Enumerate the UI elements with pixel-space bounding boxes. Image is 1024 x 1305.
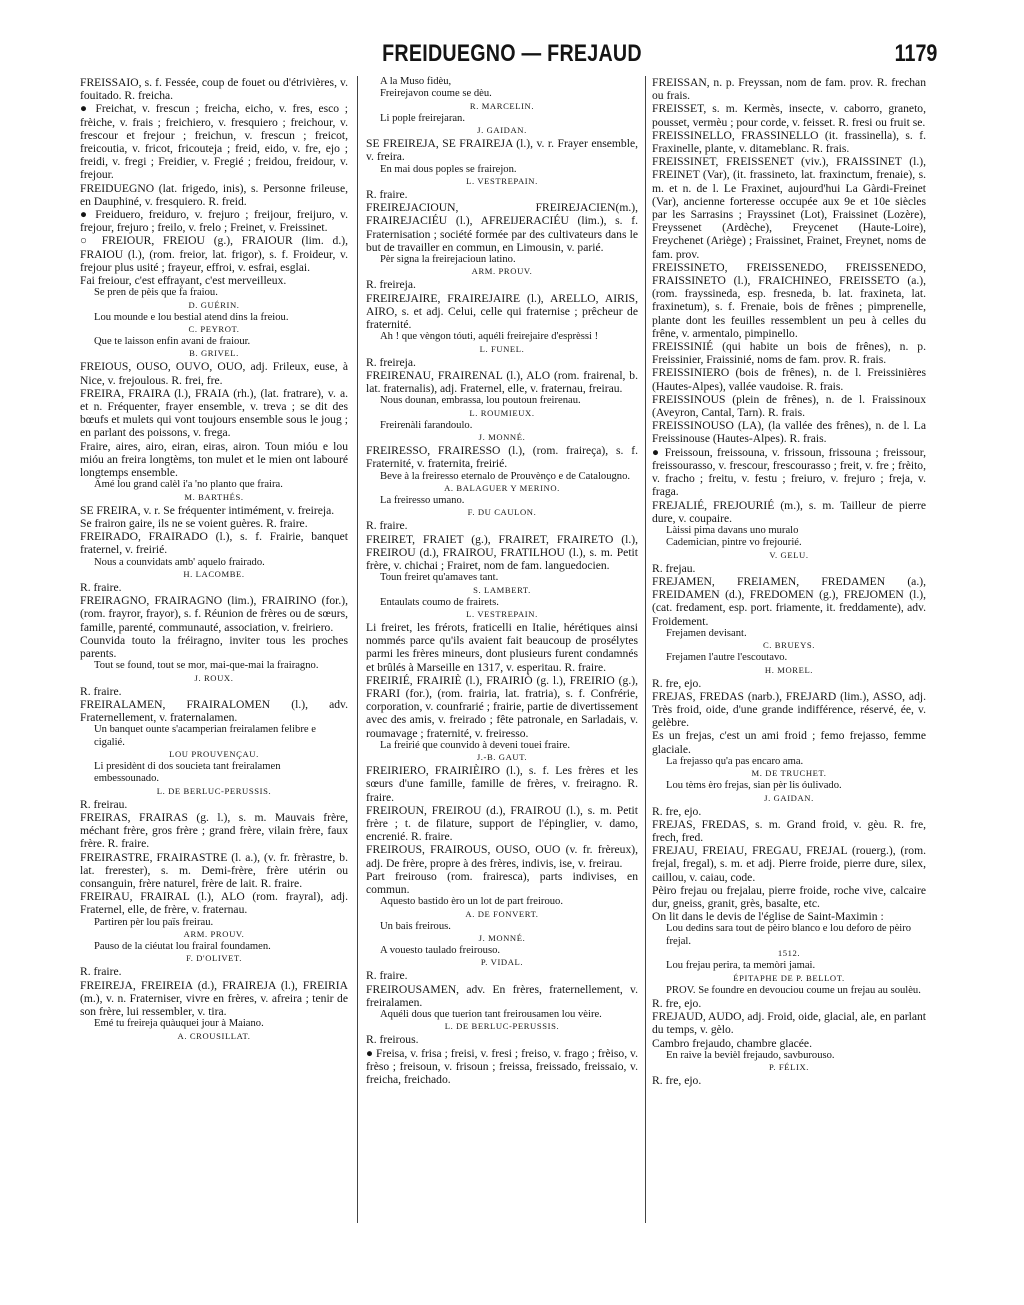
dictionary-entry: R. freireja. xyxy=(366,278,416,292)
verse-quote: Lou tèms èro frejas, sian pèr lis óulivado. xyxy=(666,780,842,792)
verse-quote: PROV. Se foundre en devouciou coume un frejau au soulèu. xyxy=(666,984,921,996)
verse-quote: Se pren de pèis que fa fraiou. xyxy=(94,287,218,299)
verse-quote: Nous a counvidats amb' aquelo frairado. xyxy=(94,556,265,568)
dictionary-column-2 xyxy=(366,76,638,1223)
verse-quote: Nous dounan, embrassa, lou poutoun freirenau. xyxy=(380,395,581,407)
dictionary-entry: FREIREJACIOUN, FREIREJACIEN(m.), FRAIREJACIÉU (l.), AFREIJERACIÉU (lim.), s. f. Fraternisation ; société formée par des cultivateurs dans le but de travailler en commun, en Limousin, v. parié. xyxy=(366,201,638,254)
dictionary-entry: FREISSINET, FREISSENET (viv.), FRAISSINET (l.), FREINET (Var), (it. frassineto, lat. fraxinctum, frenaie), s. m. et n. de l. Le Fraxinet, aujourd'hui La Gàrdi-Freinet (Var), ancienne forteresse occupée aux 9e et 10e siècles par les Sarrasins ; Frayssinet (Lot), Fraissinet (Lozère), Freyssenet (Ardèche), Freycenet (Haute-Loire), Freychenet (Ariège) ; Fraissinet, Frainet, Freynet, noms de fam. prov. xyxy=(652,155,926,261)
dictionary-entry: FREIRAGNO, FRAIRAGNO (lim.), FRAIRINO (for.), (rom. frayror, frayor), s. f. Réunion de frères ou de sœurs, famille, parenté, communauté, association, v. freiriero. xyxy=(80,594,348,634)
verse-quote: A vouesto taulado freirouso. xyxy=(380,945,501,957)
verse-quote: Entaulats coumo de frairets. xyxy=(380,596,499,608)
dictionary-entry: SE FREIREJA, SE FRAIREJA (l.), v. r. Frayer ensemble, v. freira. xyxy=(366,137,638,164)
quote-attribution: H. LACOMBE. xyxy=(183,568,245,579)
verse-quote: Un banquet ounte s'acamperian freiralamen felibre e cigalié. xyxy=(94,724,316,748)
dictionary-entry: FREIRADO, FRAIRADO (l.), s. f. Frairie, banquet fraternel, v. freirié. xyxy=(80,530,348,557)
dictionary-entry: Counvida touto la fréiragno, inviter tous les proches parents. xyxy=(80,633,348,660)
dictionary-entry: FREIRENAU, FRAIRENAL (l.), ALO (rom. frairenal, b. lat. fraternalis), adj. Fraternel, elle, v. fraternau, freirau. xyxy=(366,368,638,396)
verse-quote: Partiren pèr lou païs freirau. xyxy=(94,916,214,928)
quote-attribution: J. GAIDAN. xyxy=(477,125,527,136)
dictionary-entry: Se frairon gaire, ils ne se voient guères. R. fraire. xyxy=(80,516,308,530)
dictionary-entry: FREISSINIÉ (qui habite un bois de frênes), n. p. Freissinier, Fraissinié, noms de fam. prov. R. frais. xyxy=(652,340,926,367)
quote-attribution: LOU PROUVENÇAU. xyxy=(169,748,259,759)
dictionary-column-1 xyxy=(80,76,348,1223)
verse-quote: Aquéli dous que tuerion tant freirousamen lou vèire. xyxy=(380,1009,602,1021)
quote-attribution: A. BALAGUER Y MERINO. xyxy=(444,482,560,493)
dictionary-entry: R. fraire. xyxy=(366,969,408,983)
verse-quote: A la Muso fidèu, xyxy=(380,76,452,87)
quote-attribution: ARM. PROUV. xyxy=(183,929,245,940)
dictionary-entry: FREIROUS, FRAIROUS, OUSO, OUO (v. fr. frèreux), adj. De frère, propre à des frères, indivis, ise, v. freirau. xyxy=(366,843,638,870)
quote-attribution: J.-B. GAUT. xyxy=(476,752,528,763)
page-header xyxy=(0,40,1024,80)
quote-attribution: C. BRUEYS. xyxy=(762,640,816,651)
dictionary-entry: R. fre, ejo. xyxy=(652,1074,702,1088)
quote-attribution: D. GUÉRIN. xyxy=(188,299,240,310)
quote-attribution: L. VESTREPAIN. xyxy=(466,176,538,187)
dictionary-entry: SE FREIRA, v. r. Se fréquenter intimément, v. freireja. xyxy=(80,503,335,517)
dictionary-entry: On lit dans le devis de l'église de Saint-Maximin : xyxy=(652,910,884,924)
dictionary-entry: FREJAMEN, FREIAMEN, FREDAMEN (a.), FREIDAMEN (d.), FREDOMEN (g.), FREJOMEN (l.), (cat. fredament, esp. port. friamente, it. freddamente), adv. Froidement. xyxy=(652,574,926,628)
dictionary-entry: FREIRA, FRAIRA (l.), FRAIA (rh.), (lat. fratrare), v. a. et n. Fréquenter, frayer ensemble, v. treva ; se dit des bœufs et mulets qui vont toujours ensemble sous le joug ; en parlant des poissons, v. frega. xyxy=(80,386,348,440)
dictionary-entry: R. fre, ejo. xyxy=(652,676,702,690)
dictionary-entry: FREIOUS, OUSO, OUVO, OUO, adj. Frileux, euse, à Nice, v. frejoulous. R. frei, fre. xyxy=(80,360,348,387)
quote-attribution: J. MONNÉ. xyxy=(478,432,526,443)
verse-quote: Li presidènt di dos soucieta tant freiralamen embessounado. xyxy=(94,760,281,785)
quote-attribution: A. DE FONVERT. xyxy=(465,908,539,919)
column-divider xyxy=(645,76,646,1223)
dictionary-entry: R. fre, ejo. xyxy=(652,997,702,1011)
dictionary-entry: R. fraire. xyxy=(366,188,408,202)
verse-quote: Lou mounde e lou bestial atend dins la freiou. xyxy=(94,311,289,323)
quote-attribution: L. FUNEL. xyxy=(479,343,525,354)
quote-attribution: F. D'OLIVET. xyxy=(186,953,242,964)
quote-attribution: L. ROUMIEUX. xyxy=(469,407,535,418)
verse-quote: La freiresso umano. xyxy=(380,494,465,506)
verse-quote: Pèr signa la freirejacioun latino. xyxy=(380,254,516,266)
dictionary-entry: ○ FREIOUR, FREIOU (g.), FRAIOUR (lim. d.), FRAIOU (l.), (rom. freior, lat. frigor), s. f. Froideur, v. frejour plus usité ; frayeur, effroi, v. esfrai, esglai. xyxy=(80,234,348,274)
column-divider xyxy=(357,76,358,1223)
quote-attribution: F. DU CAULON. xyxy=(467,507,537,518)
dictionary-entry: FREJALIÉ, FREJOURIÉ (m.), s. m. Tailleur de pierre dure, v. coupaire. xyxy=(652,498,926,525)
dictionary-entry: Es un frejas, c'est un ami froid ; femo frejasso, femme glaciale. xyxy=(652,729,926,756)
verse-quote: Ah ! que vèngon tóuti, aquéli freirejaire d'esprèssi ! xyxy=(380,331,599,343)
dictionary-entry: ● Freisa, v. frisa ; freisi, v. fresi ; freiso, v. frago ; frèiso, v. frèso ; freisoun, v. frisoun ; freissa, freissado, freissaio, v. freicha, freichado. xyxy=(366,1046,638,1087)
dictionary-entry: FREJAU, FREIAU, FREGAU, FREJAL (rouerg.), (rom. frejal, fregal), s. m. et adj. Pierre froide, pierre dure, silex, caillou, v. caiau, code. xyxy=(652,844,926,884)
verse-quote: Que te laisson enfin avani de fraiour. xyxy=(94,336,251,348)
quote-attribution: M. DE TRUCHET. xyxy=(751,768,827,779)
verse-quote: En raive la bevièl frejaudo, savburouso. xyxy=(666,1049,835,1061)
dictionary-entry: FREISSAIO, s. f. Fessée, coup de fouet ou d'étrivières, v. fouitado. R. freicha. xyxy=(80,76,348,103)
page-title: FREIDUEGNO — FREJAUD xyxy=(382,40,642,67)
dictionary-entry: FREISSINETO, FREISSENEDO, FREISSENEDO, FRAISSINETO (l.), FRAICHINEO, FREISSETO (a.), (rom. frayssineda, esp. fresneda, b. lat. fraxineta, lat. fraxinetum), s. f. Frenaie, bois de frênes ; pimprenelle, plante dont les feuilles ressemblent un peu à celles du frêne, v. armentalo, pimpinello. xyxy=(652,260,926,340)
verse-quote: Frejamen l'autre l'escoutavo. xyxy=(666,652,788,664)
verse-quote: Lou frejau perira, ta memòri jamai. xyxy=(666,960,816,972)
quote-attribution: S. LAMBERT. xyxy=(473,584,531,595)
quote-attribution: A. CROUSILLAT. xyxy=(177,1030,251,1041)
dictionary-entry: Li freiret, les frérots, fraticelli en Italie, hérétiques ainsi nommés parce qu'ils avaient fait beaucoup de prosélytes parmi les frères mineurs, dont plusieurs furent condamnés et brûlés à Marseille en 1317, v. esperitau. R. fraire. xyxy=(366,620,638,674)
verse-quote: Un bais freirous. xyxy=(380,920,451,932)
quote-attribution: J. ROUX. xyxy=(194,672,234,683)
dictionary-entry: FREIRIÉ, FRAIRIÈ (l.), FRAIRIÒ (g. l.), FREIRIO (g.), FRARI (for.), (rom. frairia, lat. fratria), s. f. Confrérie, corporation, v. counfrarié ; frairie, partie de divertissement avec des amis, v. freirado ; fête patronale, en Sarladais, v. roumavage ; fraternité, v. freiresso. xyxy=(366,673,638,740)
quote-attribution: R. MARCELIN. xyxy=(469,100,535,111)
quote-attribution: B. GRIVEL. xyxy=(189,348,239,359)
verse-quote: Emé tu freireja quàuquei jour à Maiano. xyxy=(94,1018,264,1030)
quote-attribution: 1512. xyxy=(777,948,801,959)
quote-attribution: J. GAIDAN. xyxy=(764,792,814,803)
dictionary-entry: FREIROUN, FREIROU (d.), FRAIROU (l.), s. m. Petit frère ; t. de filature, support de l'épinglier, v. damo, encrenié. R. fraire. xyxy=(366,803,638,844)
dictionary-entry: FREIDUEGNO (lat. frigedo, inis), s. Personne frileuse, en Dauphiné, v. fresquiero. R. freid. xyxy=(80,181,348,208)
dictionary-entry: R. fraire. xyxy=(366,519,408,533)
quote-attribution: H. MOREL. xyxy=(764,664,814,675)
quote-attribution: L. VESTREPAIN. xyxy=(466,608,538,619)
quote-attribution: V. GELU. xyxy=(769,549,809,560)
dictionary-entry: Pèiro frejau ou frejalau, pierre froide, roche vive, calcaire dur, gneiss, granit, grès, basalte, etc. xyxy=(652,883,926,910)
verse-quote: La frejasso qu'a pas encaro ama. xyxy=(666,755,804,767)
dictionary-entry: R. fraire. xyxy=(80,965,122,979)
dictionary-entry: R. freirous. xyxy=(366,1033,419,1047)
dictionary-entry: R. fraire. xyxy=(80,580,122,594)
quote-attribution: L. DE BERLUC-PERUSSIS. xyxy=(156,785,272,796)
verse-quote: La freirié que counvido à deveni touei fraire. xyxy=(380,739,571,751)
verse-quote: Làissi pima davans uno muralo xyxy=(666,524,799,536)
dictionary-entry: FREIREJAIRE, FRAIREJAIRE (l.), ARELLO, AIRIS, AIRO, s. et adj. Celui, celle qui fraternise ; prêcheur de fraternité. xyxy=(366,291,638,332)
dictionary-entry: FREISSET, s. m. Kermès, insecte, v. caborro, graneto, pousset, vermèu ; pour corde, v. feisset. R. fresi ou fruit se. xyxy=(652,102,926,129)
verse-quote: Pauso de la ciéutat lou frairal foundamen. xyxy=(94,941,271,953)
quote-attribution: J. MONNÉ. xyxy=(478,933,526,944)
dictionary-entry: FREIRAS, FRAIRAS (g. l.), s. m. Mauvais frère, méchant frère, gros frère ; grand frère, vilain frère, faux frère. R. fraire. xyxy=(80,810,348,851)
dictionary-entry: R. frejau. xyxy=(652,561,696,575)
page-number: 1179 xyxy=(894,40,938,67)
verse-quote: Amé lou grand calèl i'a 'no planto que fraira. xyxy=(94,479,283,491)
dictionary-entry: Fraire, aires, airo, eiran, eiras, airon. Toun mióu e lou mióu an freira longtèms, ton mulet et le mien ont labouré longtemps ensemble. xyxy=(80,439,348,480)
dictionary-entry: FREIRALAMEN, FRAIRALOMEN (l.), adv. Fraternellement, v. fraternalamen. xyxy=(80,697,348,724)
dictionary-entry: FREIRIERO, FRAIRIÈIRO (l.), s. f. Les frères et les sœurs d'une famille, famille de frères, v. freiragno. R. fraire. xyxy=(366,764,638,804)
dictionary-entry: Cambro frejaudo, chambre glacée. xyxy=(652,1036,812,1050)
verse-quote: Li pople freirejaran. xyxy=(380,112,465,124)
quote-attribution: ARM. PROUV. xyxy=(471,266,533,277)
dictionary-entry: FREIROUSAMEN, adv. En frères, fraternellement, v. freiralamen. xyxy=(366,982,638,1009)
verse-quote: Cademician, pintre vo frejourié. xyxy=(666,537,802,549)
verse-quote: Frejamen devisant. xyxy=(666,627,747,639)
verse-quote: Toun freiret qu'amaves tant. xyxy=(380,572,499,584)
dictionary-entry: FREIRET, FRAIET (g.), FRAIRET, FRAIRETO (l.), FREIROU (d.), FRAIROU, FRATILHOU (l.), s. m. Petit frère, v. chichai ; Frairet, nom de fam. languedocien. xyxy=(366,532,638,572)
dictionary-entry: FREIRAU, FRAIRAL (l.), ALO (rom. frayral), adj. Fraternel, elle, de frère, v. fraternau. xyxy=(80,890,348,917)
quote-attribution: P. VIDAL. xyxy=(480,957,524,968)
quote-attribution: ÉPITAPHE DE P. BELLOT. xyxy=(733,972,845,983)
verse-quote: Tout se found, tout se mor, mai-que-mai la frairagno. xyxy=(94,660,319,672)
quote-attribution: P. FÉLIX. xyxy=(768,1062,810,1073)
dictionary-column-3 xyxy=(652,76,926,1223)
verse-quote: Aquesto bastido èro un lot de part freirouo. xyxy=(380,896,563,908)
dictionary-entry: FREJAUD, AUDO, adj. Froid, oide, glacial, ale, en parlant du temps, v. gèlo. xyxy=(652,1010,926,1037)
dictionary-entry: ● Freissoun, freissouna, v. frissoun, frissouna ; freissour, freissourasso, v. frescour, frescourasso ; freit, v. fre ; frèito, v. fracho ; freitu, v. festu ; freiuro, v. frejuro ; freja, v. fraga. xyxy=(652,445,926,499)
verse-quote: Freirejavon coume se dèu. xyxy=(380,88,492,100)
dictionary-entry: ● Freichat, v. frescun ; freicha, eicho, v. fres, esco ; frèiche, v. frais ; freichiero, v. fresquiero ; freichour, v. frescour et frejour ; freichun, v. frescun ; freicot, freicoutia, v. fricot, fricouteja ; freid, eido, v. fre, ejo ; freidi, v. fregi ; Freidier, v. Fregié ; freidou, freidour, v. frejour. xyxy=(80,102,348,182)
dictionary-entry: R. freireja. xyxy=(366,355,416,369)
verse-quote: En mai dous poples se frairejon. xyxy=(380,163,517,175)
quote-attribution: C. PEYROT. xyxy=(188,324,240,335)
verse-quote: Beve à la freiresso eternalo de Prouvènço e de Catalougno. xyxy=(380,470,631,482)
dictionary-entry: Fai freiour, c'est effrayant, c'est merveilleux. xyxy=(80,274,287,288)
dictionary-entry: ● Freiduero, freiduro, v. frejuro ; freijour, freijuro, v. frejour, frejuro ; freilo, v. frelo ; Freinet, v. Freissinet. xyxy=(80,208,348,235)
dictionary-entry: FREIRASTRE, FRAIRASTRE (l. a.), (v. fr. frèrastre, b. lat. frerester), s. m. Demi-frère, frère utérin ou consanguin, frère naturel, frère de lait. R. fraire. xyxy=(80,850,348,890)
dictionary-entry: R. fraire. xyxy=(80,684,122,698)
dictionary-entry: FREIRESSO, FRAIRESSO (l.), (rom. fraireça), s. f. Fraternité, v. fraternita, freirié. xyxy=(366,444,638,471)
dictionary-entry: FREISSINOUS (plein de frênes), n. de l. Fraissinoux (Aveyron, Cantal, Tarn). R. frais. xyxy=(652,392,926,420)
dictionary-entry: FREJAS, FREDAS (narb.), FREJARD (lim.), ASSO, adj. Très froid, oide, d'une grande indifférence, réservé, ée, v. gelèbre. xyxy=(652,689,926,730)
dictionary-entry: FREISSINELLO, FRASSINELLO (it. frassinella), s. f. Fraxinelle, plante, v. ditameblanc. R. frais. xyxy=(652,128,926,156)
quote-attribution: M. BARTHÉS. xyxy=(184,491,244,502)
dictionary-entry: R. freirau. xyxy=(80,797,128,811)
dictionary-entry: FREIREJA, FREIREIA (d.), FRAIREJA (l.), FREIRIA (m.), v. n. Fraterniser, vivre en frères, v. afreira ; tenir de son frère, lui ressembler, v. tira. xyxy=(80,978,348,1019)
quote-attribution: L. DE BERLUC-PERUSSIS. xyxy=(444,1021,560,1032)
dictionary-entry: FREISSINOUSO (LA), (la vallée des frênes), n. de l. La Freissinouse (Hautes-Alpes). R. frais. xyxy=(652,419,926,446)
dictionary-entry: FREJAS, FREDAS, s. m. Grand froid, v. gèu. R. fre, frech, fred. xyxy=(652,817,926,844)
dictionary-entry: FREISSAN, n. p. Freyssan, nom de fam. prov. R. frechan ou frais. xyxy=(652,76,926,103)
dictionary-entry: R. fre, ejo. xyxy=(652,804,702,818)
dictionary-entry: Part freirouso (rom. frairesca), parts indivises, en commun. xyxy=(366,869,638,896)
verse-quote: Freirenàli farandoulo. xyxy=(380,419,473,431)
verse-quote: Lou dedins sara tout de pèiro blanco e lou deforo de pèiro frejal. xyxy=(666,923,912,947)
dictionary-entry: FREISSINIERO (bois de frênes), n. de l. Freissinières (Hautes-Alpes), vallée vaudoise. R. frais. xyxy=(652,366,926,393)
